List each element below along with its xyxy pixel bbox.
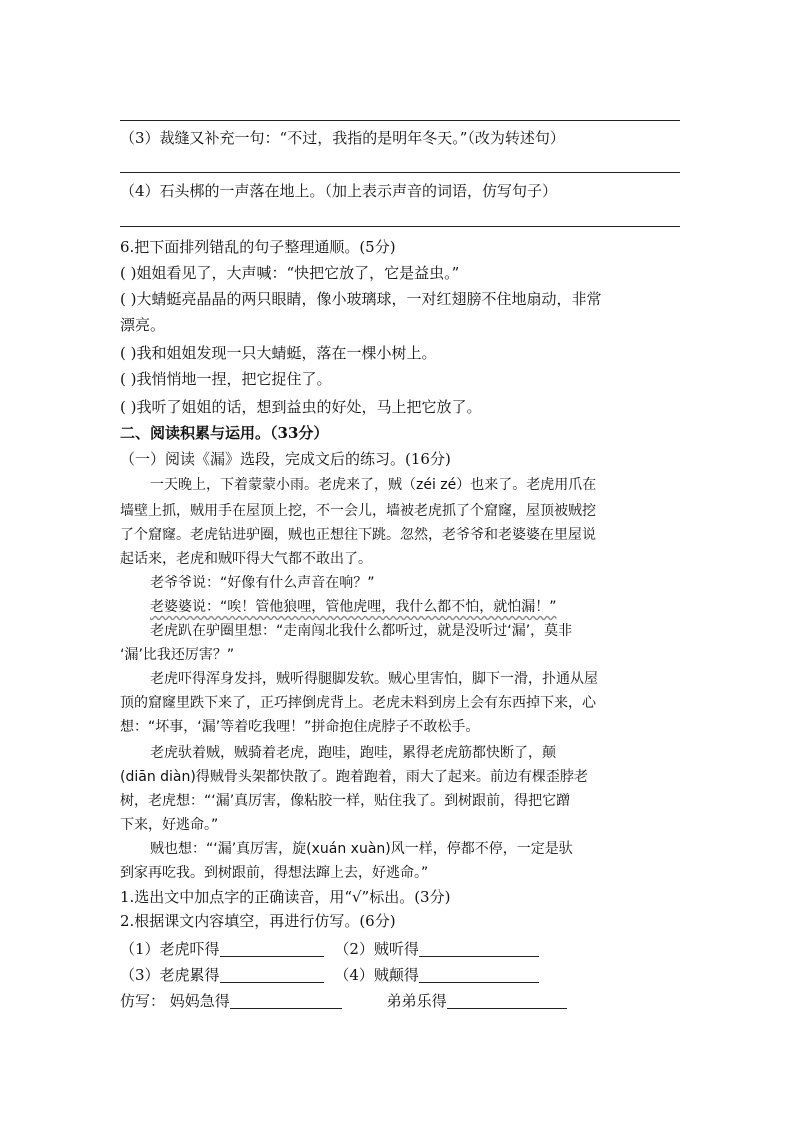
q6-item: ( )姐姐看见了，大声喊：“快把它放了，它是益虫。”	[120, 264, 460, 282]
fill-blank[interactable]	[230, 992, 342, 1009]
question-2: 2.根据课文内容填空，再进行仿写。(6分)	[120, 912, 396, 930]
reading-subtitle: （一）阅读《漏》选段，完成文后的练习。(16分)	[120, 450, 451, 468]
fill-blank[interactable]	[447, 992, 567, 1009]
question-1: 1.选出文中加点字的正确读音，用“√”标出。(3分)	[120, 888, 451, 906]
passage-line: 老虎趴在驴圈里想：“走南闯北我什么都听过，就是没听过‘漏’，莫非	[150, 623, 573, 639]
passage-line: 下来，好逃命。”	[120, 817, 219, 833]
passage-line: 顶的窟窿里跌下来了，正巧摔倒虎背上。老虎未料到房上会有东西掉下来，心	[120, 695, 596, 711]
fill-blank[interactable]	[220, 966, 324, 983]
fill-blank[interactable]	[419, 940, 539, 957]
question-4: （4）石头梆的一声落在地上。（加上表示声音的词语，仿写句子）	[120, 182, 558, 200]
passage-line: 贼也想：“‘漏’真厉害，旋(xuán xuàn)风一样，停都不停，一定是驮	[150, 841, 573, 857]
answer-line[interactable]	[120, 172, 680, 173]
q6-title: 6.把下面排列错乱的句子整理通顺。(5分)	[120, 238, 396, 256]
passage-line: 老爷爷说：“好像有什么声音在响？”	[150, 575, 375, 591]
q6-item: ( )我悄悄地一捏，把它捉住了。	[120, 370, 332, 388]
answer-line[interactable]	[120, 226, 680, 227]
passage-line: 老虎驮着贼，贼骑着老虎，跑哇，跑哇，累得老虎筋都快断了，颠	[150, 745, 556, 761]
passage-line: 墙壁上抓，贼用手在屋顶上挖，不一会儿，墙被老虎抓了个窟窿，屋顶被贼挖	[120, 503, 596, 519]
passage-line: ‘漏’比我还厉害？”	[120, 647, 235, 663]
passage-line: (diān diàn)得贼骨头架都快散了。跑着跑着，雨大了起来。前边有棵歪脖老	[120, 769, 588, 785]
question-3: （3）裁缝又补充一句：“不过，我指的是明年冬天。”（改为转述句）	[120, 129, 565, 147]
fill-label: （3）老虎累得	[120, 966, 220, 984]
passage-line-underlined	[150, 596, 710, 618]
answer-line[interactable]	[120, 120, 680, 121]
q6-item: ( )大蜻蜓亮晶晶的两只眼睛，像小玻璃球，一对红翅膀不住地扇动，非常	[120, 290, 602, 308]
fill-row	[120, 938, 680, 960]
fill-row	[120, 964, 680, 986]
wavy-underlined-text: 老婆婆说：“唉！管他狼哩，管他虎哩，我什么都不怕，就怕漏！”	[150, 599, 557, 615]
fill-label: （2）贼听得	[334, 940, 419, 958]
fill-label: 妈妈急得	[169, 992, 230, 1010]
passage-line: 了个窟窿。老虎钻进驴圈，贼也正想往下跳。忽然，老爷爷和老婆婆在里屋说	[120, 527, 596, 543]
passage-line: 起话来，老虎和贼吓得大气都不敢出了。	[120, 551, 372, 567]
q6-item: ( )我听了姐姐的话，想到益虫的好处，马上把它放了。	[120, 398, 482, 416]
imitation-row	[120, 990, 680, 1012]
fill-label: （4）贼颠得	[334, 966, 419, 984]
q6-item: ( )我和姐姐发现一只大蜻蜓，落在一棵小树上。	[120, 344, 437, 362]
q6-item-continued: 漂亮。	[120, 316, 166, 334]
passage-line: 老虎吓得浑身发抖，贼听得腿脚发软。贼心里害怕，脚下一滑，扑通从屋	[150, 671, 598, 687]
section-2-title: 二、阅读积累与运用。（33分）	[120, 424, 329, 442]
fill-blank[interactable]	[220, 940, 324, 957]
passage-line: 到家再吃我。到树跟前，得想法蹿上去，好逃命。”	[120, 865, 429, 881]
passage-line: 想：“坏事，‘漏’等着吃我哩！”拼命抱住虎脖子不敢松手。	[120, 719, 480, 735]
imitation-label: 仿写：	[120, 992, 166, 1010]
passage-line: 树，老虎想：“‘漏’真厉害，像粘胶一样，贴住我了。到树跟前，得把它蹭	[120, 793, 571, 809]
fill-label: （1）老虎吓得	[120, 940, 220, 958]
fill-label: 弟弟乐得	[386, 992, 447, 1010]
passage-line: 一天晚上，下着蒙蒙小雨。老虎来了，贼（zéi zé）也来了。老虎用爪在	[150, 477, 597, 493]
fill-blank[interactable]	[419, 966, 539, 983]
